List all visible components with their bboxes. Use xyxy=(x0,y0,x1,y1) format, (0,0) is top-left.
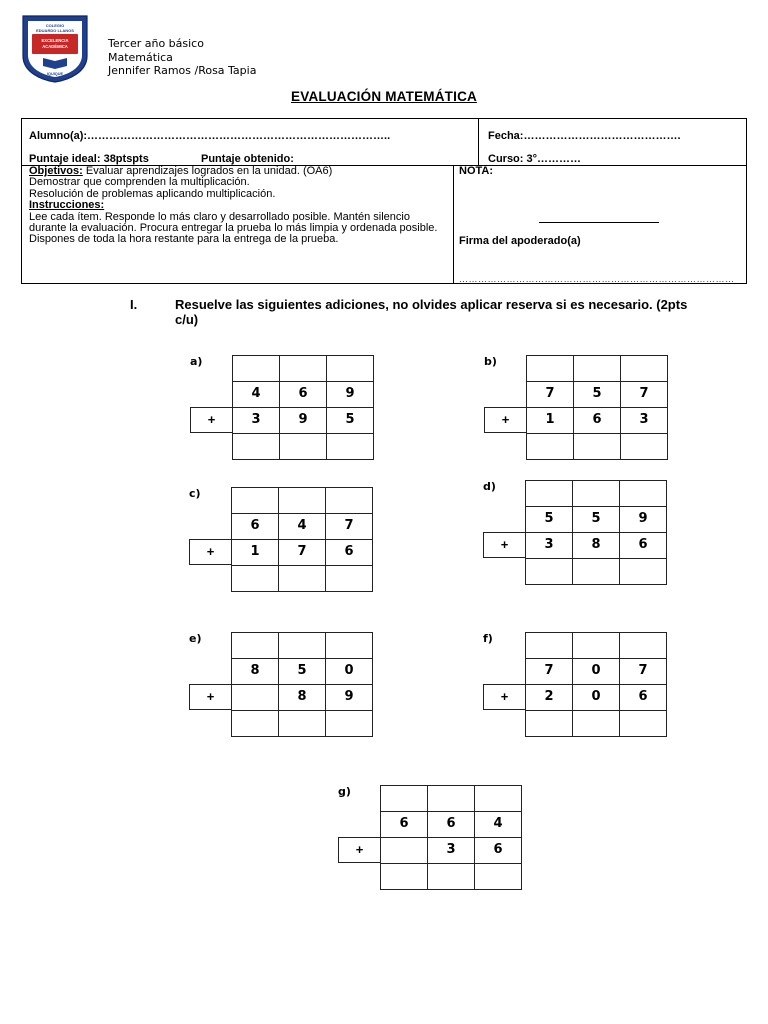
addition-grid xyxy=(231,487,373,592)
carry-cell[interactable] xyxy=(327,356,374,382)
answer-cell[interactable] xyxy=(620,559,667,585)
digit-cell: 4 xyxy=(233,382,280,408)
teachers-text: Jennifer Ramos /Rosa Tapia xyxy=(108,64,257,77)
digit-cell: 7 xyxy=(326,514,373,540)
page-title: EVALUACIÓN MATEMÁTICA xyxy=(291,89,477,104)
digit-cell: 4 xyxy=(475,812,522,838)
digit-cell: 5 xyxy=(327,408,374,434)
carry-cell[interactable] xyxy=(381,786,428,812)
carry-cell[interactable] xyxy=(279,633,326,659)
carry-cell[interactable] xyxy=(620,481,667,507)
answer-cell[interactable] xyxy=(232,711,279,737)
digit-cell: 5 xyxy=(573,507,620,533)
school-info xyxy=(108,37,256,78)
student-info-table xyxy=(21,118,747,284)
table-divider-bottom xyxy=(453,166,454,283)
digit-cell: 9 xyxy=(327,382,374,408)
addition-grid xyxy=(525,632,667,737)
answer-cell[interactable] xyxy=(327,434,374,460)
answer-cell[interactable] xyxy=(279,711,326,737)
answer-cell[interactable] xyxy=(526,711,573,737)
answer-cell[interactable] xyxy=(573,559,620,585)
answer-cell[interactable] xyxy=(232,566,279,592)
carry-cell[interactable] xyxy=(326,633,373,659)
exercise-g xyxy=(338,785,522,889)
exercise-label: g) xyxy=(338,785,351,798)
carry-cell[interactable] xyxy=(621,356,668,382)
digit-cell xyxy=(232,685,279,711)
exercise-label: c) xyxy=(189,487,201,500)
puntaje-ideal: Puntaje ideal: 38ptspts xyxy=(29,153,149,165)
digit-cell: 9 xyxy=(620,507,667,533)
exercise-f xyxy=(483,632,667,736)
grade-text: Tercer año básico xyxy=(108,37,204,50)
carry-cell[interactable] xyxy=(232,488,279,514)
plus-sign: + xyxy=(484,407,526,433)
objetivos-label: Objetivos: xyxy=(29,165,83,177)
digit-cell: 6 xyxy=(326,540,373,566)
exercise-b xyxy=(484,355,668,459)
digit-cell: 7 xyxy=(620,659,667,685)
digit-cell: 6 xyxy=(620,685,667,711)
fecha-field[interactable]: Fecha:……………………………………. xyxy=(488,130,681,142)
answer-cell[interactable] xyxy=(381,864,428,890)
answer-cell[interactable] xyxy=(475,864,522,890)
exercise-c xyxy=(189,487,373,591)
curso-field[interactable]: Curso: 3°………… xyxy=(488,153,582,165)
carry-cell[interactable] xyxy=(620,633,667,659)
logo-text-1: COLEGIO xyxy=(45,23,65,28)
table-divider-top xyxy=(478,119,479,166)
alumno-field[interactable]: Alumno(a):……………………………………………………………………….. xyxy=(29,130,391,142)
objectives-instructions xyxy=(29,166,447,246)
answer-cell[interactable] xyxy=(233,434,280,460)
addition-grid xyxy=(380,785,522,890)
exercise-label: d) xyxy=(483,480,496,493)
answer-cell[interactable] xyxy=(326,711,373,737)
carry-cell[interactable] xyxy=(526,481,573,507)
answer-cell[interactable] xyxy=(428,864,475,890)
digit-cell: 6 xyxy=(475,838,522,864)
carry-cell[interactable] xyxy=(573,633,620,659)
nota-field[interactable]: NOTA: xyxy=(459,165,494,177)
logo-text-2: EDUARDO LLANOS xyxy=(36,28,74,33)
digit-cell: 3 xyxy=(233,408,280,434)
objetivos-text: Evaluar aprendizajes logrados en la unidad. (OA6) xyxy=(82,165,333,177)
plus-sign: + xyxy=(338,837,380,863)
answer-cell[interactable] xyxy=(574,434,621,460)
logo-text-4: ACADÉMICA xyxy=(42,44,68,49)
digit-cell: 6 xyxy=(280,382,327,408)
objetivo-2: Demostrar que comprenden la multiplicación. xyxy=(29,176,250,189)
digit-cell xyxy=(381,838,428,864)
addition-grid xyxy=(231,632,373,737)
instrucciones-label: Instrucciones: xyxy=(29,199,105,212)
digit-cell: 5 xyxy=(574,382,621,408)
exercise-label: e) xyxy=(189,632,202,645)
digit-cell: 2 xyxy=(526,685,573,711)
digit-cell: 0 xyxy=(326,659,373,685)
answer-cell[interactable] xyxy=(527,434,574,460)
carry-cell[interactable] xyxy=(280,356,327,382)
logo-text-3: EXCELENCIA xyxy=(41,38,69,43)
answer-cell[interactable] xyxy=(280,434,327,460)
digit-cell: 5 xyxy=(279,659,326,685)
plus-sign: + xyxy=(190,407,232,433)
plus-sign: + xyxy=(189,539,231,565)
digit-cell: 6 xyxy=(620,533,667,559)
logo-text-5: IQUIQUE xyxy=(46,72,64,76)
answer-cell[interactable] xyxy=(526,559,573,585)
digit-cell: 8 xyxy=(279,685,326,711)
digit-cell: 0 xyxy=(573,659,620,685)
digit-cell: 7 xyxy=(621,382,668,408)
digit-cell: 8 xyxy=(573,533,620,559)
digit-cell: 1 xyxy=(232,540,279,566)
carry-cell[interactable] xyxy=(526,633,573,659)
digit-cell: 6 xyxy=(381,812,428,838)
digit-cell: 3 xyxy=(526,533,573,559)
carry-cell[interactable] xyxy=(428,786,475,812)
plus-sign: + xyxy=(189,684,231,710)
addition-grid xyxy=(232,355,374,460)
digit-cell: 5 xyxy=(526,507,573,533)
puntaje-obtenido-field[interactable]: Puntaje obtenido: xyxy=(201,153,294,165)
digit-cell: 1 xyxy=(527,408,574,434)
addition-grid xyxy=(525,480,667,585)
carry-cell[interactable] xyxy=(573,481,620,507)
digit-cell: 0 xyxy=(573,685,620,711)
carry-cell[interactable] xyxy=(233,356,280,382)
exercise-label: b) xyxy=(484,355,497,368)
exercise-e xyxy=(189,632,373,736)
carry-cell[interactable] xyxy=(326,488,373,514)
firma-label: Firma del apoderado(a) xyxy=(459,235,581,247)
exercise-a xyxy=(190,355,374,459)
answer-cell[interactable] xyxy=(621,434,668,460)
school-logo xyxy=(19,12,91,84)
exercise-label: f) xyxy=(483,632,493,645)
exercise-label: a) xyxy=(190,355,203,368)
answer-cell[interactable] xyxy=(573,711,620,737)
exercise-d xyxy=(483,480,667,584)
answer-cell[interactable] xyxy=(326,566,373,592)
section-instruction: Resuelve las siguientes adiciones, no olvides aplicar reserva si es necesario. (2pts c/u) xyxy=(175,297,688,327)
digit-cell: 9 xyxy=(326,685,373,711)
digit-cell: 7 xyxy=(527,382,574,408)
carry-cell[interactable] xyxy=(475,786,522,812)
plus-sign: + xyxy=(483,532,525,558)
carry-cell[interactable] xyxy=(279,488,326,514)
digit-cell: 3 xyxy=(621,408,668,434)
digit-cell: 6 xyxy=(428,812,475,838)
subject-text: Matemática xyxy=(108,50,173,64)
carry-cell[interactable] xyxy=(232,633,279,659)
signature-line xyxy=(539,222,659,223)
section-number: I. xyxy=(130,297,138,312)
digit-cell: 7 xyxy=(279,540,326,566)
digit-cell: 7 xyxy=(526,659,573,685)
plus-sign: + xyxy=(483,684,525,710)
addition-grid xyxy=(526,355,668,460)
digit-cell: 6 xyxy=(232,514,279,540)
firma-dots: …………………………………………………………………………… xyxy=(459,274,735,284)
digit-cell: 4 xyxy=(279,514,326,540)
answer-cell[interactable] xyxy=(279,566,326,592)
carry-cell[interactable] xyxy=(527,356,574,382)
digit-cell: 8 xyxy=(232,659,279,685)
objetivo-3: Resolución de problemas aplicando multiplicación. xyxy=(29,187,276,200)
digit-cell: 6 xyxy=(574,408,621,434)
instrucciones-text: Lee cada ítem. Responde lo más claro y desarrollado posible. Mantén silencio durante la evaluación. Procura entregar la prueba lo más limpia y ordenada posible. Dispones de toda la hora restante para la entrega de la prueba. xyxy=(29,210,438,246)
carry-cell[interactable] xyxy=(574,356,621,382)
answer-cell[interactable] xyxy=(620,711,667,737)
digit-cell: 9 xyxy=(280,408,327,434)
digit-cell: 3 xyxy=(428,838,475,864)
